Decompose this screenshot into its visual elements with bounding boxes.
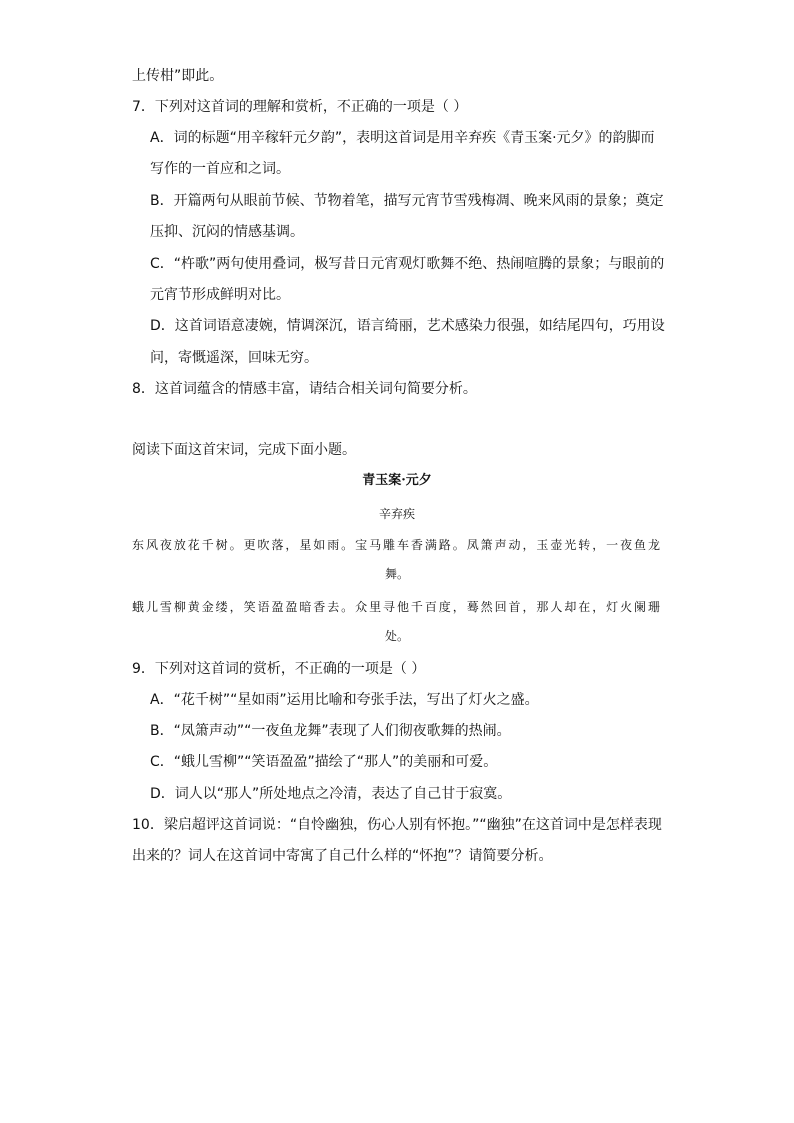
reading-instruction: 阅读下面这首宋词，完成下面小题。	[132, 442, 356, 458]
poem-stanza-1-line: 东风夜放花千树。更吹落，星如雨。宝马雕车香满路。凤箫声动，玉壶光转，一夜鱼龙	[132, 538, 660, 552]
poem-title: 青玉案·元夕	[362, 473, 432, 488]
question-9-option-a: A．“花千树”“星如雨”运用比喻和夸张手法，写出了灯火之盛。	[150, 692, 539, 708]
poem-stanza-1-end: 舞。	[384, 567, 409, 581]
question-7-option-c-cont: 元宵节形成鲜明对比。	[150, 287, 290, 303]
question-9-option-c: C．“蛾儿雪柳”“笑语盈盈”描绘了“那人”的美丽和可爱。	[150, 754, 498, 770]
question-10-stem-cont: 出来的？词人在这首词中寄寓了自己什么样的“怀抱”？请简要分析。	[132, 848, 553, 864]
text-line-continuation: 上传柑”即此。	[132, 68, 224, 84]
question-8-stem: 8．这首词蕴含的情感丰富，请结合相关词句简要分析。	[132, 381, 477, 397]
question-7-option-a-cont: 写作的一首应和之词。	[150, 161, 290, 177]
question-7-stem: 7．下列对这首词的理解和赏析，不正确的一项是（ ）	[132, 99, 468, 115]
poem-stanza-2-line: 蛾儿雪柳黄金缕，笑语盈盈暗香去。众里寻他千百度，蓦然回首，那人却在，灯火阑珊	[132, 600, 660, 614]
question-10-stem: 10．梁启超评这首词说：“自怜幽独，伤心人别有怀抱。”“幽独”在这首词中是怎样表现	[132, 817, 662, 833]
question-9-stem: 9．下列对这首词的赏析，不正确的一项是（ ）	[132, 661, 426, 677]
question-7-option-b-cont: 压抑、沉闷的情感基调。	[150, 224, 304, 240]
question-7-option-c: C．“杵歌”两句使用叠词，极写昔日元宵观灯歌舞不绝、热闹喧腾的景象；与眼前的	[150, 256, 665, 272]
poem-author: 辛弃疾	[378, 507, 415, 521]
question-9-option-b: B．“凤箫声动”“一夜鱼龙舞”表现了人们彻夜歌舞的热闹。	[150, 723, 511, 739]
question-7-option-a: A．词的标题“用辛稼轩元夕韵”，表明这首词是用辛弃疾《青玉案·元夕》的韵脚而	[150, 130, 655, 146]
question-9-option-d: D．词人以“那人”所处地点之冷清，表达了自己甘于寂寞。	[150, 786, 512, 802]
question-7-option-d: D．这首词语意凄婉，情调深沉，语言绮丽，艺术感染力很强，如结尾四句，巧用设	[150, 318, 665, 334]
poem-stanza-2-end: 处。	[384, 629, 409, 643]
question-7-option-b: B．开篇两句从眼前节候、节物着笔，描写元宵节雪残梅凋、晚来风雨的景象；奠定	[150, 193, 664, 209]
question-7-option-d-cont: 问，寄慨遥深，回味无穷。	[150, 350, 318, 366]
